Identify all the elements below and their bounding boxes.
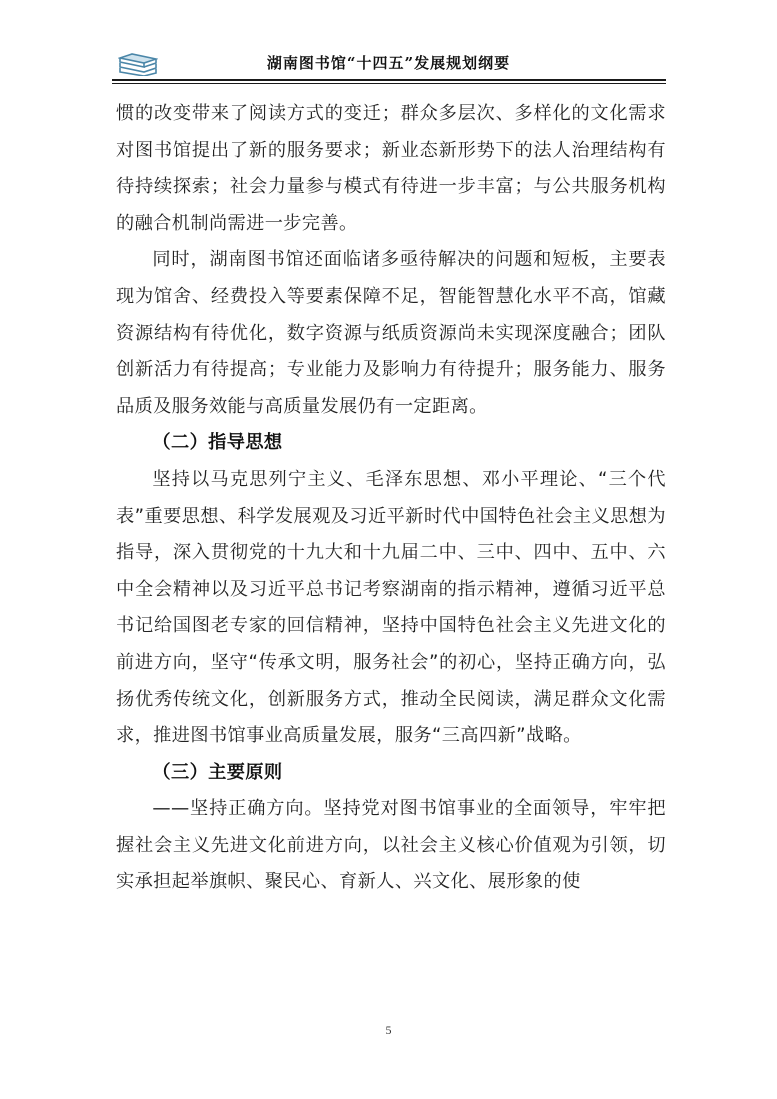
- header-rule-thin: [112, 83, 666, 84]
- paragraph-guiding-ideology: 坚持以马克思列宁主义、毛泽东思想、邓小平理论、“三个代表”重要思想、科学发展观及习近平新时代中国特色社会主义思想为指导，深入贯彻党的十九大和十九届二中、三中、四中、五中、六中全会精神以及习近平总书记考察湖南的指示精神，遵循习近平总书记给国图老专家的回信精神，坚持中国特色社会主义先进文化的前进方向，坚守“传承文明，服务社会”的初心，坚持正确方向，弘扬优秀传统文化，创新服务方式，推动全民阅读，满足群众文化需求，推进图书馆事业高质量发展，服务“三高四新”战略。: [116, 468, 666, 747]
- paragraph-principle-direction: ——坚持正确方向。坚持党对图书馆事业的全面领导，牢牢把握社会主义先进文化前进方向，以社会主义核心价值观为引领，切实承担起举旗帜、聚民心、育新人、兴文化、展形象的使: [116, 798, 666, 893]
- header-title: 湖南图书馆“十四五”发展规划纲要: [266, 54, 511, 72]
- paragraph-problems: 同时，湖南图书馆还面临诸多亟待解决的问题和短板，主要表现为馆舍、经费投入等要素保障不足，智能智慧化水平不高，馆藏资源结构有待优化，数字资源与纸质资源尚未实现深度融合；团队创新活力有待提高；专业能力及影响力有待提升；服务能力、服务品质及服务效能与高质量发展仍有一定距离。: [116, 249, 666, 417]
- section-heading-guiding-ideology: （二）指导思想: [152, 432, 283, 454]
- paragraph-service-challenges: 惯的改变带来了阅读方式的变迁；群众多层次、多样化的文化需求对图书馆提出了新的服务要求；新业态新形势下的法人治理结构有待持续探索；社会力量参与模式有待进一步丰富；与公共服务机构的融合机制尚需进一步完善。: [116, 103, 666, 234]
- document-body: [116, 96, 666, 901]
- page-number: 5: [385, 1023, 392, 1037]
- section-heading-main-principles: （三）主要原则: [152, 761, 283, 783]
- header-rule: [112, 79, 666, 81]
